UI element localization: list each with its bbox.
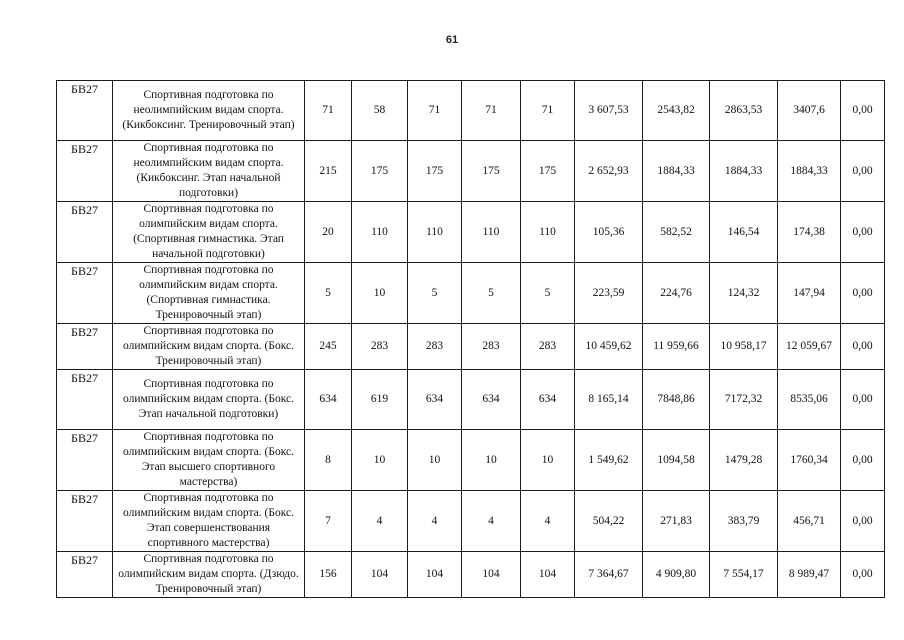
row-value-cell: 105,36 [575, 202, 643, 263]
row-value-cell: 283 [521, 324, 575, 370]
row-value-cell: 634 [305, 370, 352, 430]
row-value-cell: 1884,33 [778, 141, 841, 202]
row-code-cell: БВ27 [57, 370, 113, 430]
row-value-cell: 1 549,62 [575, 430, 643, 491]
row-value-cell: 104 [408, 552, 462, 598]
row-value-cell: 110 [352, 202, 408, 263]
row-value-cell: 4 909,80 [643, 552, 710, 598]
row-value-cell: 0,00 [841, 370, 885, 430]
row-value-cell: 5 [305, 263, 352, 324]
row-value-cell: 2 652,93 [575, 141, 643, 202]
row-description-cell: Спортивная подготовка по олимпийским видам спорта. (Бокс. Этап совершенствования спортивного мастерства) [113, 491, 305, 552]
row-value-cell: 215 [305, 141, 352, 202]
row-value-cell: 110 [408, 202, 462, 263]
row-description-cell: Спортивная подготовка по олимпийским видам спорта. (Спортивная гимнастика. Этап начальной подготовки) [113, 202, 305, 263]
row-value-cell: 7848,86 [643, 370, 710, 430]
row-value-cell: 7172,32 [710, 370, 778, 430]
row-value-cell: 224,76 [643, 263, 710, 324]
row-value-cell: 8535,06 [778, 370, 841, 430]
row-value-cell: 4 [408, 491, 462, 552]
row-value-cell: 7 554,17 [710, 552, 778, 598]
data-table [56, 80, 885, 598]
table-row [57, 491, 885, 552]
row-value-cell: 2543,82 [643, 81, 710, 141]
row-code-cell: БВ27 [57, 141, 113, 202]
row-code-cell: БВ27 [57, 491, 113, 552]
row-value-cell: 5 [521, 263, 575, 324]
row-value-cell: 10 [462, 430, 521, 491]
row-value-cell: 10 [408, 430, 462, 491]
row-value-cell: 12 059,67 [778, 324, 841, 370]
row-code-cell: БВ27 [57, 81, 113, 141]
row-value-cell: 619 [352, 370, 408, 430]
table-row [57, 81, 885, 141]
row-description-cell: Спортивная подготовка по олимпийским видам спорта. (Бокс. Этап высшего спортивного мастерства) [113, 430, 305, 491]
row-value-cell: 4 [521, 491, 575, 552]
row-value-cell: 283 [462, 324, 521, 370]
row-value-cell: 104 [521, 552, 575, 598]
row-value-cell: 58 [352, 81, 408, 141]
row-code-cell: БВ27 [57, 263, 113, 324]
row-description-cell: Спортивная подготовка по олимпийским видам спорта. (Бокс. Этап начальной подготовки) [113, 370, 305, 430]
row-value-cell: 3407,6 [778, 81, 841, 141]
row-description-cell: Спортивная подготовка по неолимпийским видам спорта. (Кикбоксинг. Тренировочный этап) [113, 81, 305, 141]
row-value-cell: 271,83 [643, 491, 710, 552]
row-value-cell: 0,00 [841, 141, 885, 202]
row-description-cell: Спортивная подготовка по олимпийским видам спорта. (Спортивная гимнастика. Тренировочный этап) [113, 263, 305, 324]
row-value-cell: 0,00 [841, 430, 885, 491]
row-description-cell: Спортивная подготовка по олимпийским видам спорта. (Дзюдо. Тренировочный этап) [113, 552, 305, 598]
row-value-cell: 5 [408, 263, 462, 324]
table-row [57, 430, 885, 491]
row-value-cell: 174,38 [778, 202, 841, 263]
row-value-cell: 0,00 [841, 324, 885, 370]
row-code-cell: БВ27 [57, 552, 113, 598]
row-value-cell: 10 [352, 430, 408, 491]
row-value-cell: 10 [352, 263, 408, 324]
row-value-cell: 110 [521, 202, 575, 263]
row-value-cell: 7 364,67 [575, 552, 643, 598]
row-value-cell: 456,71 [778, 491, 841, 552]
row-value-cell: 1884,33 [710, 141, 778, 202]
row-value-cell: 147,94 [778, 263, 841, 324]
row-value-cell: 146,54 [710, 202, 778, 263]
row-value-cell: 8 [305, 430, 352, 491]
row-value-cell: 504,22 [575, 491, 643, 552]
row-value-cell: 582,52 [643, 202, 710, 263]
row-value-cell: 175 [408, 141, 462, 202]
row-value-cell: 11 959,66 [643, 324, 710, 370]
row-value-cell: 0,00 [841, 81, 885, 141]
row-value-cell: 175 [352, 141, 408, 202]
row-value-cell: 10 958,17 [710, 324, 778, 370]
table-row [57, 324, 885, 370]
row-value-cell: 2863,53 [710, 81, 778, 141]
row-value-cell: 175 [521, 141, 575, 202]
row-code-cell: БВ27 [57, 430, 113, 491]
row-value-cell: 20 [305, 202, 352, 263]
row-value-cell: 10 [521, 430, 575, 491]
row-description-cell: Спортивная подготовка по неолимпийским видам спорта. (Кикбоксинг. Этап начальной подготовки) [113, 141, 305, 202]
row-value-cell: 1094,58 [643, 430, 710, 491]
row-value-cell: 71 [521, 81, 575, 141]
row-value-cell: 0,00 [841, 491, 885, 552]
row-value-cell: 245 [305, 324, 352, 370]
row-value-cell: 0,00 [841, 263, 885, 324]
row-value-cell: 1479,28 [710, 430, 778, 491]
row-value-cell: 634 [408, 370, 462, 430]
row-description-cell: Спортивная подготовка по олимпийским видам спорта. (Бокс. Тренировочный этап) [113, 324, 305, 370]
row-value-cell: 0,00 [841, 552, 885, 598]
row-value-cell: 0,00 [841, 202, 885, 263]
row-value-cell: 283 [352, 324, 408, 370]
table-row [57, 202, 885, 263]
row-value-cell: 7 [305, 491, 352, 552]
row-value-cell: 3 607,53 [575, 81, 643, 141]
page-number: 61 [445, 34, 459, 46]
row-value-cell: 634 [521, 370, 575, 430]
row-value-cell: 110 [462, 202, 521, 263]
row-value-cell: 175 [462, 141, 521, 202]
row-value-cell: 8 989,47 [778, 552, 841, 598]
row-value-cell: 223,59 [575, 263, 643, 324]
row-value-cell: 4 [352, 491, 408, 552]
row-value-cell: 124,32 [710, 263, 778, 324]
row-code-cell: БВ27 [57, 202, 113, 263]
row-code-cell: БВ27 [57, 324, 113, 370]
row-value-cell: 1884,33 [643, 141, 710, 202]
row-value-cell: 71 [408, 81, 462, 141]
row-value-cell: 4 [462, 491, 521, 552]
row-value-cell: 8 165,14 [575, 370, 643, 430]
row-value-cell: 383,79 [710, 491, 778, 552]
row-value-cell: 156 [305, 552, 352, 598]
row-value-cell: 104 [352, 552, 408, 598]
table-row [57, 141, 885, 202]
row-value-cell: 71 [305, 81, 352, 141]
table-row [57, 370, 885, 430]
row-value-cell: 71 [462, 81, 521, 141]
row-value-cell: 1760,34 [778, 430, 841, 491]
row-value-cell: 283 [408, 324, 462, 370]
table-row [57, 263, 885, 324]
table-body [57, 81, 885, 598]
row-value-cell: 5 [462, 263, 521, 324]
row-value-cell: 10 459,62 [575, 324, 643, 370]
row-value-cell: 104 [462, 552, 521, 598]
table-row [57, 552, 885, 598]
row-value-cell: 634 [462, 370, 521, 430]
